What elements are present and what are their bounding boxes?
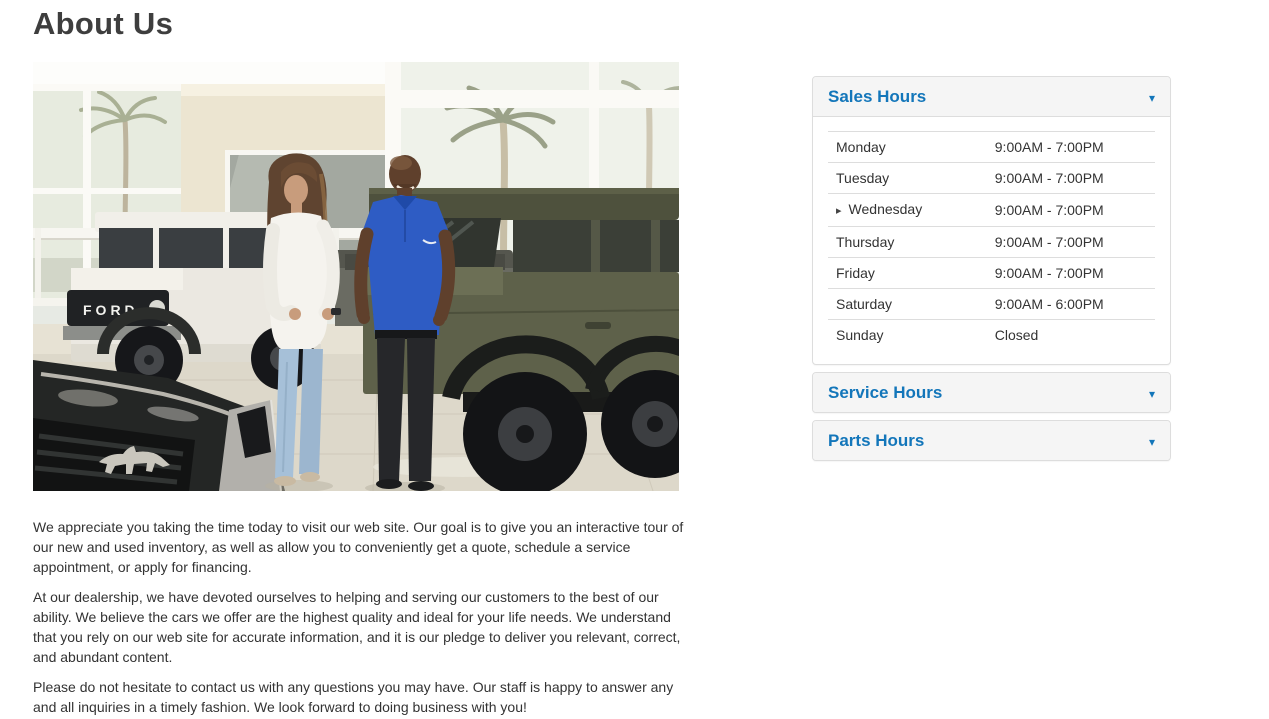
hours-value: 9:00AM - 6:00PM <box>995 289 1155 320</box>
day-label: Monday <box>828 132 995 163</box>
parts-hours-header[interactable] <box>813 421 1170 460</box>
hours-value: 9:00AM - 7:00PM <box>995 258 1155 289</box>
day-label: Saturday <box>828 289 995 320</box>
showroom-photo <box>33 62 679 491</box>
parts-hours-panel <box>812 420 1171 461</box>
hours-row <box>828 227 1155 258</box>
service-hours-header[interactable] <box>813 373 1170 412</box>
sales-hours-title: Sales Hours <box>828 87 927 106</box>
day-label: Sunday <box>828 320 995 351</box>
service-hours-panel <box>812 372 1171 413</box>
svg-text:FORD: FORD <box>83 302 139 318</box>
showroom-illustration <box>33 62 679 491</box>
sales-hours-panel <box>812 76 1171 365</box>
about-copy <box>33 517 688 719</box>
hours-value: 9:00AM - 7:00PM <box>995 227 1155 258</box>
hours-value: 9:00AM - 7:00PM <box>995 163 1155 194</box>
hours-row <box>828 132 1155 163</box>
sales-hours-body <box>813 117 1170 364</box>
contact-paragraph: Please do not hesitate to contact us with any questions you may have. Our staff is happy to answer any and all inquiries in a timely fashion. We look forward to doing business with you! <box>33 679 674 715</box>
caret-down-icon: ▾ <box>1148 434 1155 449</box>
hours-row <box>828 320 1155 351</box>
day-label: Thursday <box>828 227 995 258</box>
hours-row <box>828 163 1155 194</box>
hours-value: Closed <box>995 320 1155 351</box>
hours-value: 9:00AM - 7:00PM <box>995 194 1155 227</box>
parts-hours-title: Parts Hours <box>828 431 925 450</box>
hours-value: 9:00AM - 7:00PM <box>995 132 1155 163</box>
today-marker-icon: ▸ <box>836 205 842 217</box>
sales-hours-table <box>828 131 1155 350</box>
hours-accordion <box>812 76 1171 468</box>
page-title: About Us <box>33 6 174 41</box>
day-label: Tuesday <box>828 163 995 194</box>
day-label: Friday <box>828 258 995 289</box>
sales-hours-header[interactable] <box>813 77 1170 117</box>
service-hours-title: Service Hours <box>828 383 943 402</box>
hours-row <box>828 258 1155 289</box>
intro-paragraph: We appreciate you taking the time today to visit our web site. Our goal is to give you an interactive tour of our new and used inventory, as well as allow you to conveniently get a quote, schedule a service appointment, or apply for financing. <box>33 519 684 575</box>
day-label: Wednesday <box>848 201 923 217</box>
hours-row <box>828 289 1155 320</box>
hours-row-today <box>828 194 1155 227</box>
caret-down-icon: ▾ <box>1148 90 1155 105</box>
caret-down-icon: ▾ <box>1148 386 1155 401</box>
mission-paragraph: At our dealership, we have devoted ourselves to helping and serving our customers to the best of our ability. We believe the cars we offer are the highest quality and ideal for your life needs. We understand that you rely on our web site for accurate information, and it is our pledge to deliver you relevant, correct, and abundant content. <box>33 589 681 665</box>
